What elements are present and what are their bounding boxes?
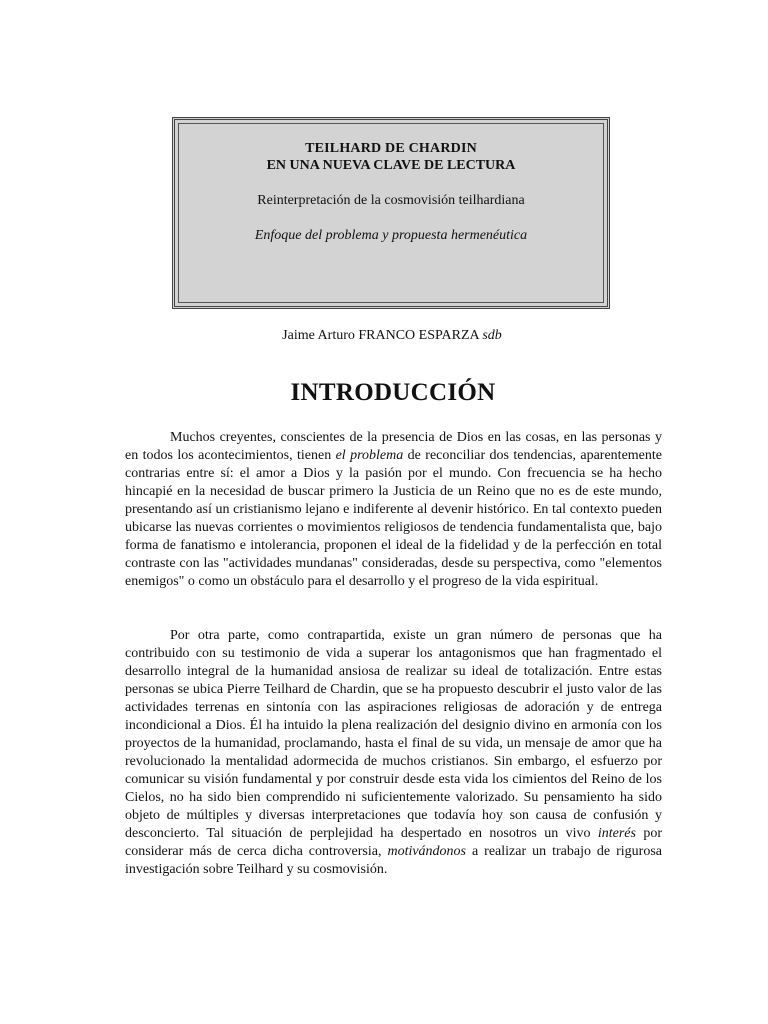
paragraph-1-text-a: Muchos creyentes, conscientes de la presencia de Dios en las cosas, en las personas y en todos los acontecimientos, tienen [125, 430, 662, 463]
title-line-1: TEILHARD DE CHARDIN [305, 141, 477, 156]
title-box [172, 117, 610, 309]
italic-subtitle: Enfoque del problema y propuesta hermenéutica [254, 228, 528, 243]
title-line-2: EN UNA NUEVA CLAVE DE LECTURA [266, 158, 516, 173]
author-name: Jaime Arturo FRANCO ESPARZA [282, 328, 479, 343]
paragraph-2-text-c: por considerar más de cerca dicha controversia, [125, 826, 662, 859]
paragraph-2-text-e: a realizar un trabajo de rigurosa investigación sobre Teilhard y su cosmovisión. [125, 844, 662, 877]
paragraph-1-text-c: de reconciliar dos tendencias, aparentemente contrarias entre sí: el amor a Dios y la pasión por el mundo. Con frecuencia se ha hecho hincapié en la necesidad de buscar primero la Justicia de un Reino que no es de este mundo, presentando así un cristianismo lejano e indiferente al devenir histórico. En tal contexto pueden ubicarse las nuevas corrientes o movimientos religiosos de tendencia fundamentalista que, bajo forma de fanatismo e intolerancia, proponen el ideal de la fidelidad y de la perfección en total contraste con las "actividades mundanas" consideradas, desde su perspectiva, como "elementos enemigos" o como un obstáculo para el desarrollo y el progreso de la vida espiritual. [125, 448, 662, 589]
author-line [0, 327, 768, 344]
paragraph-1 [125, 429, 662, 591]
paragraph-1-italic: el problema [335, 448, 404, 463]
paragraph-2-italic-motivandonos: motivándonos [387, 844, 467, 859]
author-suffix: sdb [482, 328, 502, 343]
subtitle: Reinterpretación de la cosmovisión teilhardiana [257, 193, 525, 208]
paragraph-2-text-a: Por otra parte, como contrapartida, existe un gran número de personas que ha contribuido con su testimonio de vida a superar los antagonismos que han fragmentado el desarrollo integral de la humanidad ansiosa de realizar su ideal de totalización. Entre estas personas se ubica Pierre Teilhard de Chardin, que se ha propuesto descubrir el justo valor de las actividades terrenas en sintonía con las aspiraciones religiosas de adoración y de entrega incondicional a Dios. Él ha intuido la plena realización del designio divino en armonía con los proyectos de la humanidad, proclamando, hasta el final de su vida, un mensaje de amor que ha revolucionado la mentalidad adormecida de muchos cristianos. Sin embargo, el esfuerzo por comunicar su visión fundamental y por construir desde esta vida los cimientos del Reino de los Cielos, no ha sido bien comprendido ni suficientemente valorizado. Su pensamiento ha sido objeto de múltiples y diversas interpretaciones que todavía hoy son causa de confusión y desconcierto. Tal situación de perplejidad ha despertado en nosotros un vivo [125, 628, 662, 841]
paragraph-2 [125, 627, 662, 879]
section-heading: INTRODUCCIÓN [290, 379, 496, 406]
paragraph-2-italic-interes: interés [597, 826, 636, 841]
